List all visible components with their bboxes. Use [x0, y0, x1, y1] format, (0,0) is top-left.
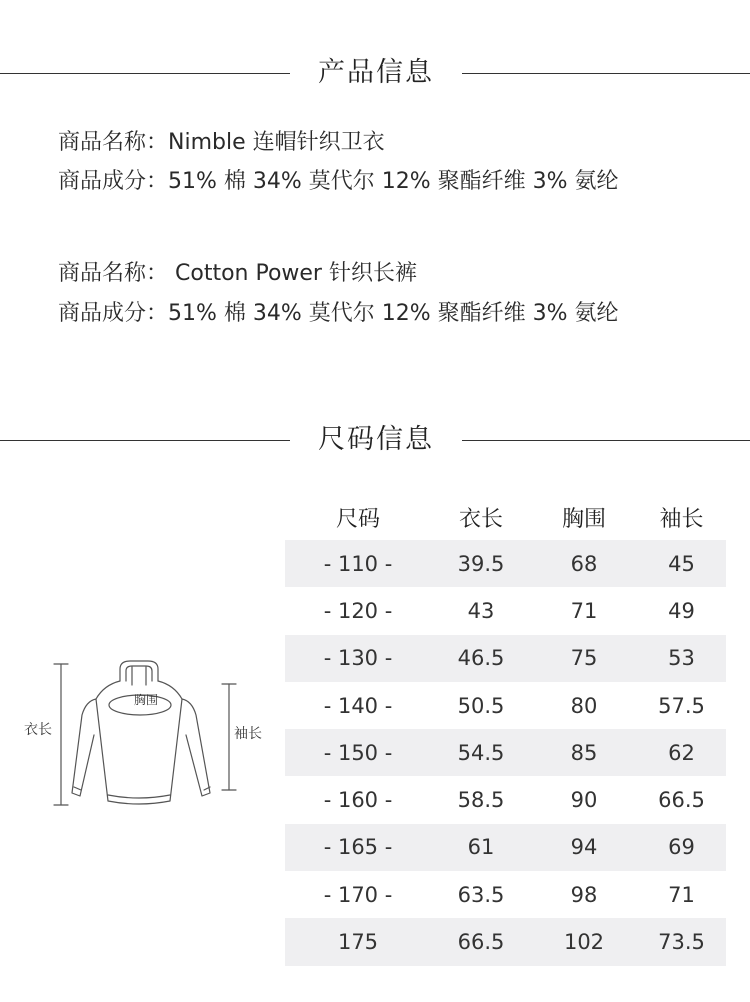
header-length: 衣长 [458, 506, 503, 532]
table-row [285, 635, 726, 682]
cell-length: 54.5 [457, 740, 505, 765]
cell-chest: 80 [570, 693, 598, 718]
cell-sleeve: 73.5 [658, 930, 705, 955]
cell-size: - 120 - [323, 598, 393, 623]
table-row [285, 871, 726, 918]
cell-length: 46.5 [457, 646, 505, 671]
table-row [285, 540, 726, 587]
table-header-row [285, 494, 726, 540]
product-2-composition: 商品成分：51% 棉 34% 莫代尔 12% 聚酯纤维 3% 氨纶 [58, 301, 619, 326]
cell-length: 39.5 [457, 551, 505, 576]
cell-length: 61 [467, 835, 495, 860]
cell-chest: 68 [570, 551, 598, 576]
cell-sleeve: 53 [668, 646, 695, 671]
cell-size: - 170 - [323, 882, 393, 907]
table-row [285, 776, 726, 823]
table-row [285, 682, 726, 729]
cell-sleeve: 71 [668, 882, 695, 907]
table-row [285, 824, 726, 871]
cell-chest: 75 [570, 646, 598, 671]
table-row [285, 587, 726, 634]
cell-length: 43 [467, 598, 495, 623]
cell-length: 58.5 [457, 788, 505, 813]
cell-length: 50.5 [457, 693, 505, 718]
cell-size: - 150 - [323, 740, 393, 765]
header-divider-left [0, 73, 290, 74]
cell-sleeve: 49 [668, 598, 695, 623]
size-info-title: 尺码信息 [318, 424, 434, 455]
table-row [285, 729, 726, 776]
cell-length: 66.5 [457, 930, 505, 955]
cell-size: - 130 - [323, 646, 393, 671]
header-divider-right [462, 73, 750, 74]
sleeve-label: 袖长 [234, 726, 262, 742]
cell-sleeve: 45 [668, 551, 695, 576]
cell-chest: 90 [570, 788, 598, 813]
table-row [285, 918, 726, 965]
length-label: 衣长 [24, 722, 52, 738]
cell-size: - 165 - [323, 835, 393, 860]
product-info-title: 产品信息 [318, 57, 434, 88]
cell-sleeve: 69 [668, 835, 695, 860]
header-size: 尺码 [335, 506, 380, 532]
hoodie-measurement-illustration [20, 655, 275, 815]
cell-sleeve: 62 [668, 740, 695, 765]
size-info-header [0, 420, 750, 460]
cell-size: - 110 - [323, 551, 393, 576]
cell-size: - 160 - [323, 788, 393, 813]
cell-sleeve: 66.5 [658, 788, 705, 813]
product-info-header [0, 53, 750, 93]
product-1-composition: 商品成分：51% 棉 34% 莫代尔 12% 聚酯纤维 3% 氨纶 [58, 169, 619, 194]
cell-chest: 85 [570, 740, 598, 765]
product-1-name: 商品名称：Nimble 连帽针织卫衣 [58, 130, 385, 155]
cell-chest: 71 [570, 598, 598, 623]
cell-chest: 98 [570, 882, 598, 907]
size-table [285, 494, 726, 966]
cell-size: 175 [337, 930, 379, 955]
cell-length: 63.5 [457, 882, 505, 907]
cell-chest: 102 [563, 930, 605, 955]
header-sleeve: 袖长 [659, 506, 704, 532]
header-divider-left [0, 440, 290, 441]
product-2-name: 商品名称： Cotton Power 针织长裤 [58, 261, 417, 286]
header-chest: 胸围 [561, 506, 606, 532]
cell-sleeve: 57.5 [658, 693, 705, 718]
chest-label: 胸围 [134, 693, 159, 707]
cell-chest: 94 [570, 835, 598, 860]
cell-size: - 140 - [323, 693, 393, 718]
header-divider-right [462, 440, 750, 441]
